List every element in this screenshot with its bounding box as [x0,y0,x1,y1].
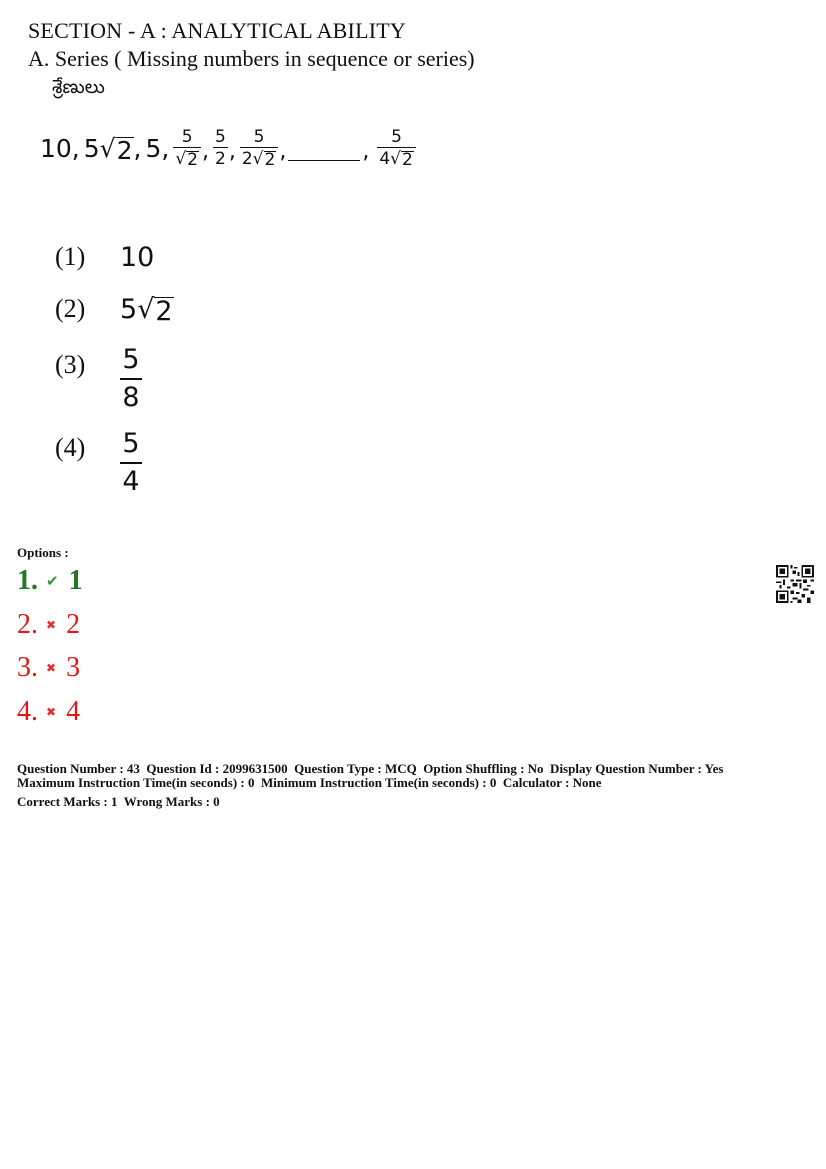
series-term-1: 10, [40,133,80,163]
qr-code-icon [776,565,814,603]
missing-term-blank [288,136,360,161]
series-fraction-4: 5 4 √ 2 [377,127,416,170]
section-title: SECTION - A : ANALYTICAL ABILITY [28,18,406,43]
question-meta-line-2: Maximum Instruction Time(in seconds) : 0 Minimum Instruction Time(in seconds) : 0 Calculator : None [17,775,602,790]
series-fraction-1: 5 √ 2 [173,127,201,170]
choice-2-label: (2) [55,294,86,323]
choice-4-label: (4) [55,433,86,462]
series-fraction-2: $\frac{5}{2}$ [215,126,226,169]
telugu-label: శ్రేణులు [52,76,105,98]
check-icon: ✔ [46,572,59,590]
choice-2-value: 5 √ 2 [120,294,173,327]
choice-1-value: 10 [120,242,155,273]
question-meta-line-1: Question Number : 43 Question Id : 2099631500 Question Type : MCQ Option Shuffling : No Display Question Number : Yes [17,761,724,776]
series-fraction-3: 5 2 √ 2 [240,127,279,170]
series-term-2: 5 √ 2 , [83,133,142,165]
choice-3-label: (3) [55,350,86,379]
question-meta-line-3: Correct Marks : 1 Wrong Marks : 0 [17,794,220,809]
choice-4-value: $\frac{5}{4}$ [120,428,142,496]
cross-icon: ✖ [46,618,57,632]
series-term-3: 5, [145,133,170,163]
option-3: 3. ✖ 3 [17,652,81,683]
cross-icon: ✖ [46,661,57,675]
series-expression: 10, 5 √ 2 , 5, 5 √ 2 , $\frac{5}{2}$ , 5 2 √ 2 , , 5 4 √ 2 [40,118,417,178]
cross-icon: ✖ [46,705,57,719]
choice-1-label: (1) [55,242,86,271]
option-4: 4. ✖ 4 [17,696,81,727]
series-subtitle: A. Series ( Missing numbers in sequence or series) [28,46,475,71]
option-2: 2. ✖ 2 [17,609,81,640]
option-1: 1. ✔ 1 [17,565,83,596]
choice-3-value: $\frac{5}{8}$ [120,344,142,412]
options-heading: Options : [17,545,69,560]
